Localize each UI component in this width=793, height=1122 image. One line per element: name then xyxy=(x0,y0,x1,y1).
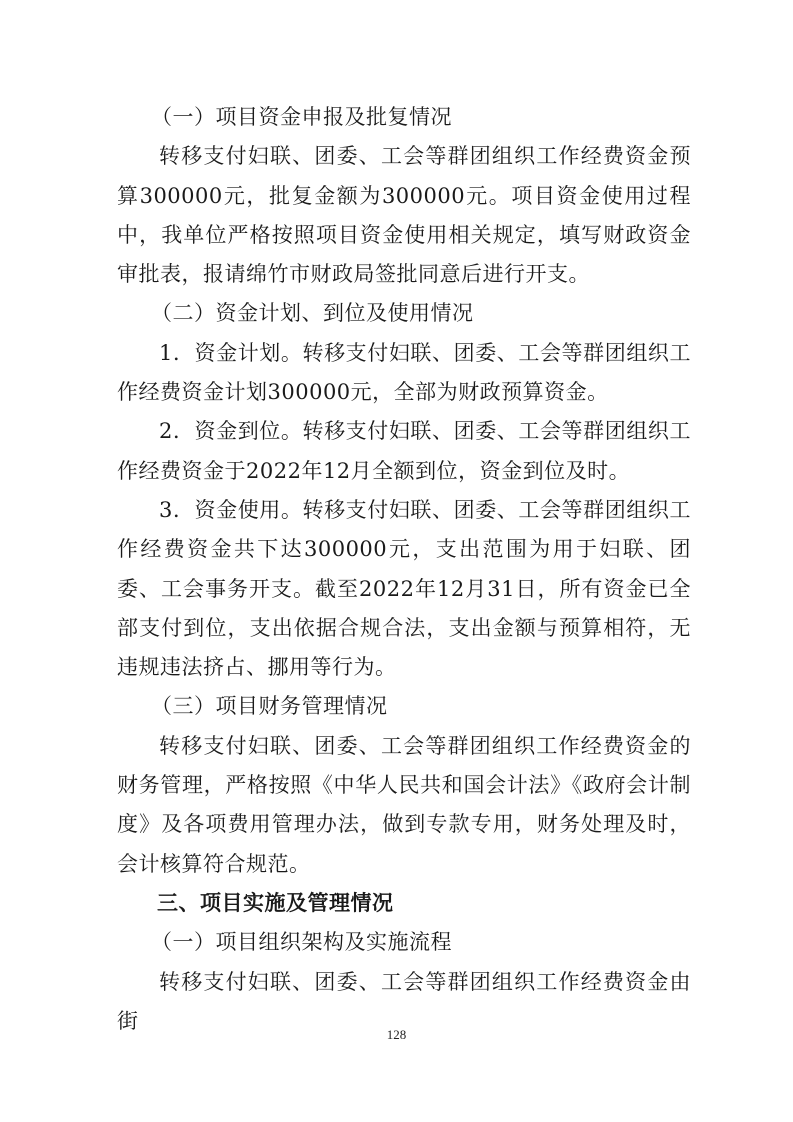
document-body xyxy=(117,98,691,1041)
subheading-fund-approval: （一）项目资金申报及批复情况 xyxy=(151,105,452,129)
heading-implementation: 三、项目实施及管理情况 xyxy=(157,890,394,915)
paragraph-fund-approval: 转移支付妇联、团委、工会等群团组织工作经费资金预算300000元，批复金额为300000元。项目资金使用过程中，我单位严格按照项目资金使用相关规定，填写财政资金审批表，报请绵竹市财政局签批同意后进行开支。 xyxy=(117,144,691,287)
paragraph-fund-arrival: 2．资金到位。转移支付妇联、团委、工会等群团组织工作经费资金于2022年12月全额到位，资金到位及时。 xyxy=(117,419,691,483)
subheading-financial-management: （三）项目财务管理情况 xyxy=(151,694,388,719)
paragraph-financial-management: 转移支付妇联、团委、工会等群团组织工作经费资金的财务管理，严格按照《中华人民共和国会计法》《政府会计制度》及各项费用管理办法，做到专款专用，财务处理及时，会计核算符合规范。 xyxy=(117,733,691,876)
paragraph-fund-plan: 1．资金计划。转移支付妇联、团委、工会等群团组织工作经费资金计划300000元，全部为财政预算资金。 xyxy=(117,340,691,405)
subheading-fund-plan: （二）资金计划、到位及使用情况 xyxy=(151,301,474,326)
paragraph-organization: 转移支付妇联、团委、工会等群团组织工作经费资金由街 xyxy=(117,969,691,1033)
subheading-organization: （一）项目组织架构及实施流程 xyxy=(151,930,452,955)
page-number: 128 xyxy=(386,1027,407,1042)
paragraph-fund-usage: 3．资金使用。转移支付妇联、团委、工会等群团组织工作经费资金共下达300000元，支出范围为用于妇联、团委、工会事务开支。截至2022年12月31日，所有资金已全部支付到位，支出依据合规合法，支出金额与预算相符，无违规违法挤占、挪用等行为。 xyxy=(117,497,691,680)
